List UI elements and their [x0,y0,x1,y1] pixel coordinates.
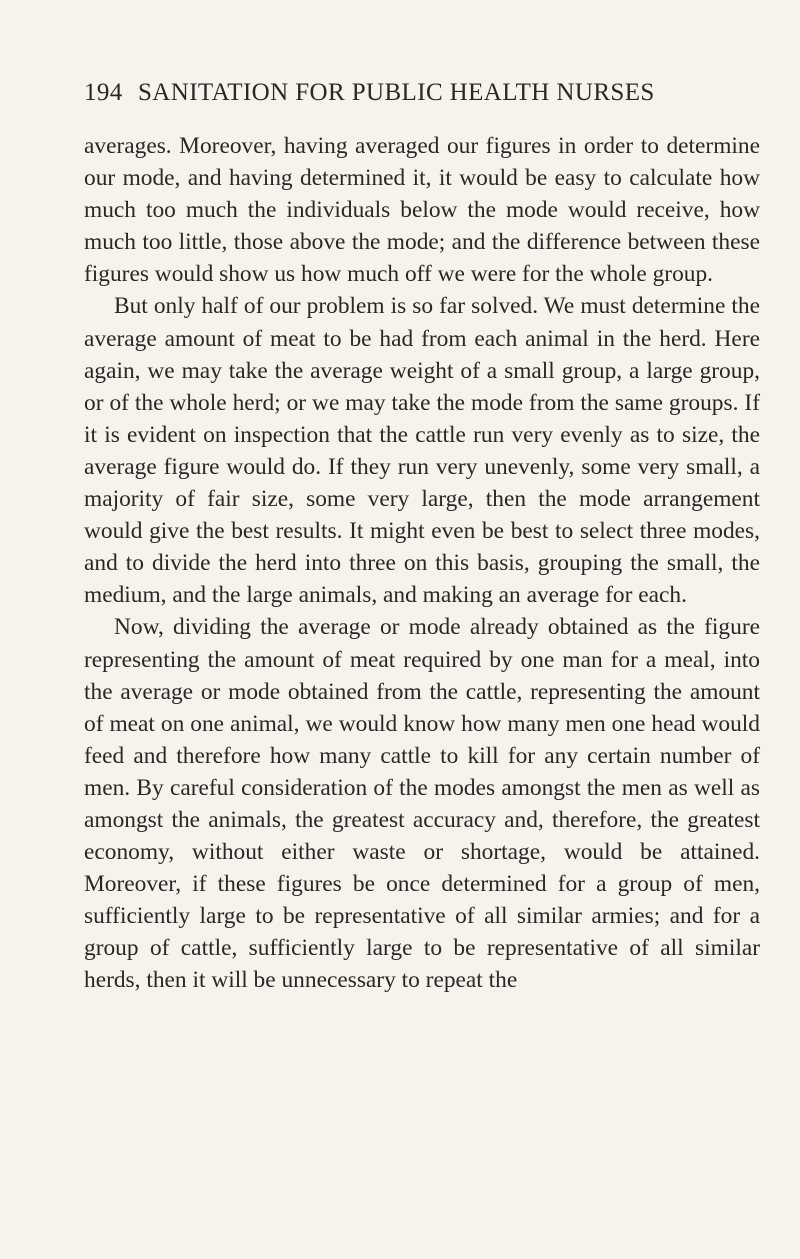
running-title: SANITATION FOR PUBLIC HEALTH NURSES [138,79,655,106]
paragraph-meat-per-animal: But only half of our problem is so far solved. We must determine the average amount of meat to be had from each animal in the herd. Here again, we may take the average weight of a small group, a large group, or of the whole herd; or we may take the mode from the same groups. If it is evident on inspection that the cattle run very evenly as to size, the average figure would do. If they run very unevenly, some very small, a majority of fair size, some very large, then the mode arrangement would give the best results. It might even be best to select three modes, and to divide the herd into three on this basis, grouping the small, the medium, and the large animals, and making an average for each. [84,293,760,609]
running-head [84,78,760,108]
body-text [84,130,760,997]
paragraph-dividing-average: Now, dividing the average or mode already obtained as the figure representing the amount of meat required by one man for a meal, into the average or mode obtained from the cattle, representing the amount of meat on one animal, we would know how many men one head would feed and therefore how many cattle to kill for any certain number of men. By careful consideration of the modes amongst the men as well as amongst the animals, the greatest accuracy and, therefore, the greatest economy, without either waste or shortage, would be attained. Moreover, if these figures be once determined for a group of men, sufficiently large to be representative of all similar armies; and for a group of cattle, sufficiently large to be representative of all similar herds, then it will be unnecessary to repeat the [84,614,760,994]
page-number: 194 [84,79,123,106]
paragraph-continued: averages. Moreover, having averaged our figures in order to determine our mode, and having determined it, it would be easy to calculate how much too much the individuals below the mode would receive, how much too little, those above the mode; and the difference between these figures would show us how much off we were for the whole group. [84,133,760,288]
